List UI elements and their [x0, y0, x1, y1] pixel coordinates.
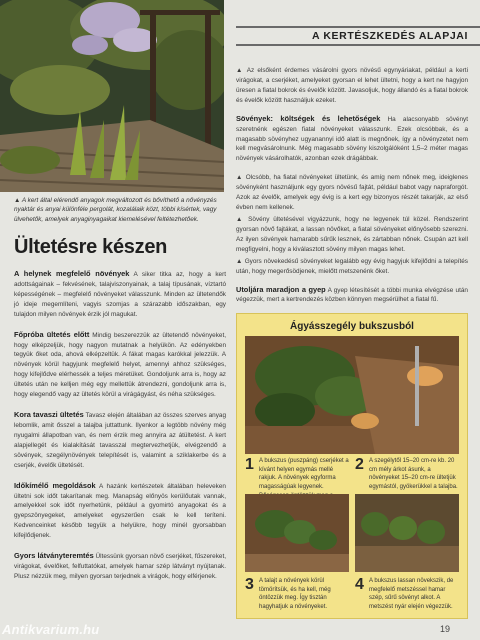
- watermark: Antikvarium.hu: [2, 622, 100, 637]
- step-photo-top: [245, 336, 459, 454]
- left-paragraph: [14, 550, 226, 582]
- triangle-bullet-icon: ▲: [236, 257, 243, 265]
- paragraph-lead: Sövények: költségek és lehetőségek: [236, 113, 381, 123]
- triangle-bullet-icon: ▲: [236, 67, 244, 74]
- left-paragraph: [14, 409, 226, 471]
- paragraph-lead: Utoljára maradjon a gyep: [236, 284, 326, 294]
- paragraph-text: Mindig beszerezzük az ültetendő növényeket, hogy elképzeljük, hogy nagyon mutatnak a helyükön. Az edényekben tegyük őket oda, ahová elképzeltük. A fákat magas karókkal jelezzük. A növények körül hagyjunk megfelelő helyet, amennyi ahhoz szükséges, hogy kifejlődve elérhessék a teljes méretüket. Gondoljunk arra is, hogy az ültetés után ne kelljen még egy mellettük átrendezni, gondoljunk arra is, hogy elegendő vagy az ültetés körül a virágágyást, és néha szükséges.: [14, 331, 227, 399]
- paragraph-text: A gyep létesítését a többi munka elvégzése után végezzük, mert a kertrendezés közben könnyen megsérülhet a fiatal fű.: [236, 286, 468, 304]
- left-paragraph: [14, 329, 226, 400]
- paragraph-lead: A helynek megfelelő növények: [14, 269, 130, 278]
- paragraph-text: Olcsóbb, ha fiatal növényeket ültetünk, és amíg nem nőnek meg, ideiglenes sövényként használjunk egy gyors növésű fajtát, például babot vagy napraforgót. Azok az évelők, amelyek egy évig is a kert egy bizonyos részét takarják, az első évben nem kellenek.: [236, 174, 469, 212]
- step-number: 2: [355, 456, 364, 473]
- step-photo-3: [245, 494, 349, 572]
- right-paragraph: [236, 284, 468, 306]
- garden-photo: [0, 0, 224, 192]
- paragraph-lead: Kora tavaszi ültetés: [14, 410, 84, 420]
- step-text: A szegélytől 15–20 cm-re kb. 20 cm mély árkot ásunk, a növényeket 15–20 cm-re ültetjük egymástól, gyökerükkel a talajba.: [369, 458, 458, 491]
- photo-caption: [14, 196, 219, 224]
- paragraph-lead: Időkímélő megoldások: [14, 480, 96, 490]
- right-paragraph: [236, 173, 468, 213]
- chapter-title: A KERTÉSZKEDÉS ALAPJAI: [312, 30, 468, 42]
- caption-text: A kert által elérendő anyagok megváltozott és bővíthető a nővényzés nyaktár és anyai különféle pergolát, kozalálaik közt, többi kísértek, vagy ülvehetők, amelyek anyaginyagaikat kiemelésével feltétezhetőek.: [14, 197, 217, 223]
- step-photo-4: [355, 494, 459, 572]
- page-number: 19: [439, 624, 450, 634]
- right-paragraph: [236, 66, 468, 106]
- paragraph-text: Ültessünk gyorsan növő cserjéket, fűszereket, virágokat, évelőket, felfuttatókat, amelyek hamar szép látványt nyújtanak. Plusz nézzük meg, milyen gyorsan terjednek a virágok, hogy elférjenek.: [14, 553, 227, 580]
- step-number: 3: [245, 576, 254, 593]
- step-text: A bukszus (puszpáng) cserjéket a kívánt helyen egymás mellé rakjuk. A növények egyforma magasságúak legyenek.: [259, 458, 349, 491]
- paragraph-text: A hazánk kertészetek általában heleveken ültetni sok időt takarítanak meg. Manapság előnyös kerülőutak vannak, amelyekkel sok időt nyerhetünk, például a gyomirtó anyagokat és a gyepszönyegeket, amelyeket egyszerűen csak le kell teríteni. Kedvenceinket később tegyük a helyükre, hogy minél gyorsabban kifejlődjenek.: [14, 482, 226, 540]
- left-paragraph: [14, 480, 226, 542]
- paragraph-lead: Gyors látványteremtés: [14, 551, 94, 561]
- planting-photo-illustration: [245, 336, 459, 454]
- paragraph-text: Tavasz elején általában az összes szerves anyag lebomlik, amit ősszel a talajba juttattunk. Ilyenkor a legtöbb növény még nyugalmi állapotban van, és nem érzik meg annyira az átültetést. A kert alapjellegét és kialakítását tavasszal megtervezhetjük, elvégzendő a sövények, szegélynövények telepítését is, valamint a sziklakerbe és a cserjék, évelők ültetését.: [14, 412, 227, 469]
- chapter-header: [236, 26, 480, 46]
- left-paragraph: [14, 268, 226, 320]
- section-title: Ültetésre készen: [14, 236, 168, 258]
- paragraph-text: Az elsőként érdemes vásárolni gyors növésű egynyáriakat, például a kerti virágokat, a cserjéket, amelyeket gyorsan el lehet ültetni, hogy a kert ne hagyjon üresen a fiatal bokrok és évelők között. Javasoljuk, hogy állandó és a fiatal bokrok és évelők között használjuk ezeket.: [236, 67, 468, 104]
- garden-photo-illustration: [0, 0, 224, 192]
- paragraph-lead: Főpróba ültetés előtt: [14, 329, 90, 339]
- planting-photo-illustration: [355, 494, 459, 572]
- step-number: 1: [245, 456, 254, 473]
- step-text: A bukszus lassan növekszik, de megfelelő metszéssel hamar szép, sűrű sövényt alkot. A metszést nyár elején végezzük.: [369, 578, 454, 611]
- right-column: [236, 66, 468, 314]
- triangle-bullet-icon: ▲: [236, 174, 244, 182]
- step-text: A talajt a növények körül tömörítsük, és ha kell, még öntözzük meg. Így tisztán hagyhatjuk a növényeket.: [259, 578, 331, 611]
- triangle-bullet-icon: ▲: [236, 215, 245, 223]
- paragraph-text: Sövény ültetésével vigyázzunk, hogy ne legyenek túl közel. Rendszerint gyorsan növő fajtákat, a lassan növőket, a fiatal sövényeket előnyösebb szerezni. Az ilyen sövények hamarabb sűrűk lesznek, és zártabban nőnek. Csupán azt kell megfigyelni, hogy a kiválasztott sövény milyen magas lehet.: [236, 215, 468, 253]
- instruction-box: [236, 313, 468, 619]
- paragraph-text: Gyors növekedésű sövényeket legalább egy évig hagyjuk kifejlődni a telepítés után, hogy megerősödjenek, mielőtt metszenénk őket.: [236, 257, 468, 275]
- right-paragraph: [236, 215, 468, 255]
- step-number: 4: [355, 576, 364, 593]
- paragraph-text: A siker titka az, hogy a kert adottságainak – fekvésének, talajviszonyainak, a talaj típusának, víztartó képességének – megfelelő növényeket válasszunk. Minden az ültetendők jó ideje megemlíteni, vagyis szomjas a szárazabb időszakban, egy tulajdon milyen növények érzik jól magukat.: [14, 271, 226, 318]
- planting-photo-illustration: [245, 494, 349, 572]
- caption-bullet-icon: ▲: [14, 197, 21, 204]
- right-paragraph: [236, 113, 468, 165]
- right-paragraph: [236, 257, 468, 277]
- left-column: [14, 268, 226, 591]
- paragraph-text: Ha alacsonyabb sövényt szeretnénk egészen fiatal növényeket válasszunk. Ezek olcsóbbak, és a magasabb sövényhez ugyanannyi idő alatt is megnőnek, így a növényzetet nem kell megvásárolnunk. Még magasabb sövény kiszolgálóként 1,5–2 méter magas növények vásárolhatók, azonban ezek drágábbak.: [236, 115, 468, 163]
- box-title: Ágyásszegély bukszusból: [290, 321, 414, 332]
